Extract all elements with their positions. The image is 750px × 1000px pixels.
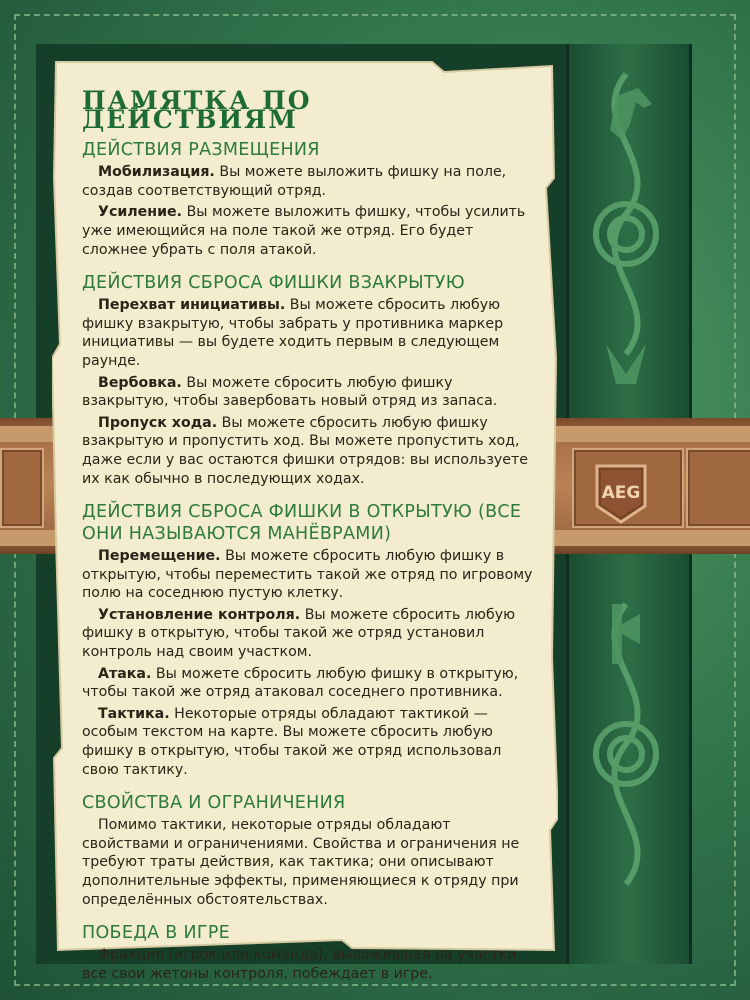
section-properties <box>82 792 538 909</box>
action-term: Вербовка. <box>98 374 182 391</box>
list-item <box>82 296 538 370</box>
section-heading: ДЕЙСТВИЯ РАЗМЕЩЕНИЯ <box>82 140 320 161</box>
action-term: Мобилизация. <box>98 164 215 181</box>
list-item <box>82 665 538 702</box>
action-term: Атака. <box>98 665 152 682</box>
action-term: Пропуск хода. <box>98 414 218 431</box>
section-placement <box>82 139 538 259</box>
rune-icon <box>612 604 640 664</box>
action-text: Вы можете сбросить любую фишку взакрытую, чтобы забрать у противника маркер инициативы — вы будете ходить первым в следующем раунде. <box>82 297 504 369</box>
logo-text: AEG <box>601 483 641 503</box>
list-item <box>82 606 538 662</box>
list-item <box>82 705 538 779</box>
action-text: Некоторые отряды обладают тактикой — особым текстом на карте. Вы можете сбросить любую фишку в открытую, чтобы такой же отряд использовал свою тактику. <box>82 705 502 778</box>
action-term: Усиление. <box>98 204 183 221</box>
rules-content <box>82 86 538 986</box>
action-term: Перехват инициативы. <box>98 297 286 314</box>
action-text: Вы можете сбросить любую фишку в открытую, чтобы такой же отряд установил контроль над своим участком. <box>82 606 516 661</box>
action-text: Вы можете сбросить любую фишку в открытую, чтобы переместить такой же отряд по игровому полю на соседнюю пустую клетку. <box>82 548 533 602</box>
action-term: Перемещение. <box>98 548 221 565</box>
action-term: Тактика. <box>98 705 170 722</box>
section-heading: ДЕЙСТВИЯ СБРОСА ФИШКИ ВЗАКРЫТУЮ <box>82 273 465 294</box>
section-heading: СВОЙСТВА И ОГРАНИЧЕНИЯ <box>82 793 346 814</box>
list-item <box>82 547 538 603</box>
section-discard-facedown <box>82 272 538 488</box>
section-heading: ДЕЙСТВИЯ СБРОСА ФИШКИ В ОТКРЫТУЮ (ВСЕ ОНИ НАЗЫВАЮТСЯ МАНЁВРАМИ) <box>82 502 522 545</box>
aeg-logo <box>593 462 649 526</box>
section-victory <box>82 922 538 983</box>
action-text: Вы можете сбросить любую фишку взакрытую и пропустить ход. Вы можете пропустить ход, даже если у вас остаются фишки отрядов: вы используете их как обычно в последующих ходах. <box>82 414 529 487</box>
section-paragraph: Помимо тактики, некоторые отряды обладают свойствами и ограничениями. Свойства и ограничения не требуют траты действия, как тактика; они описывают дополнительные эффекты, применяющиеся к отряду при определённых обстоятельствах. <box>82 817 520 908</box>
list-item <box>82 374 538 411</box>
action-term: Установление контроля. <box>98 606 301 623</box>
list-item <box>82 163 538 200</box>
action-text: Вы можете выложить фишку, чтобы усилить уже имеющийся на поле такой же отряд. Его будет сложнее убрать с поля атакой. <box>82 204 526 258</box>
section-paragraph: Фракция (игрок или команда), выложившая на участки все свои жетоны контроля, побеждает в игре. <box>82 947 517 982</box>
list-item <box>82 414 538 488</box>
section-discard-faceup <box>82 501 538 779</box>
action-text: Вы можете сбросить любую фишку взакрытую, чтобы завербовать новый отряд из запаса. <box>82 374 498 410</box>
section-heading: ПОБЕДА В ИГРЕ <box>82 923 231 944</box>
action-text: Вы можете сбросить любую фишку в открытую, чтобы такой же отряд атаковал соседнего противника. <box>82 665 519 701</box>
list-item <box>82 203 538 259</box>
action-text: Вы можете выложить фишку на поле, создав соответствующий отряд. <box>82 164 507 199</box>
page-title: ПАМЯТКА ПО ДЕЙСТВИЯМ <box>82 86 312 134</box>
